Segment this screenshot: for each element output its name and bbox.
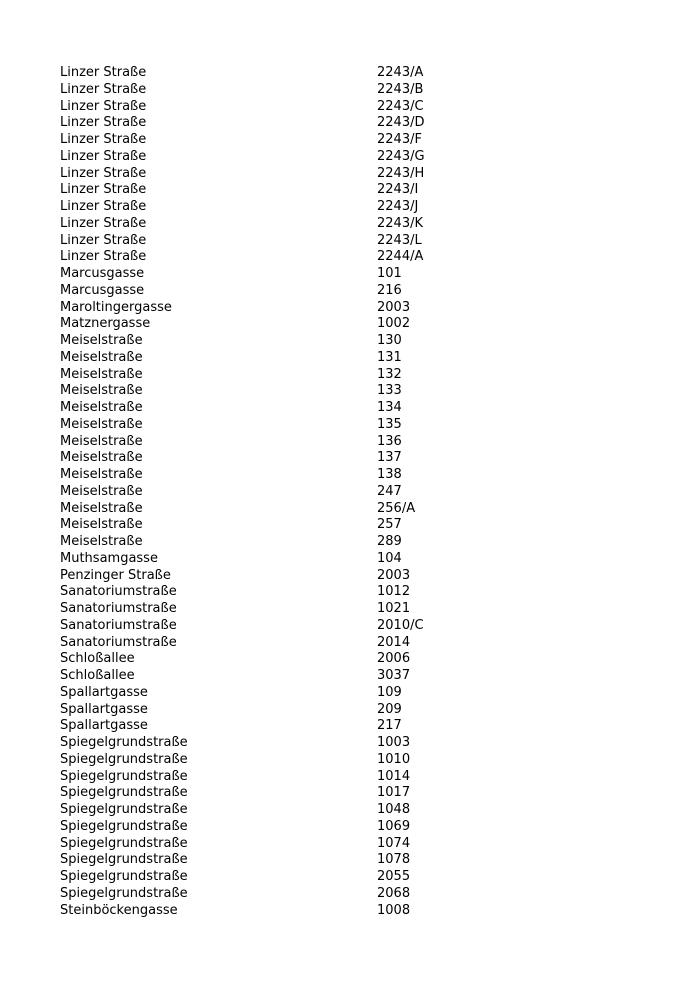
street-name: Muthsamgasse [60, 550, 158, 566]
house-number: 2010/C [377, 617, 424, 633]
street-name: Spallartgasse [60, 701, 148, 717]
list-item [60, 568, 660, 585]
list-item [60, 785, 660, 802]
street-name: Spiegelgrundstraße [60, 852, 188, 868]
list-item [60, 266, 660, 283]
list-item [60, 450, 660, 467]
street-name: Spiegelgrundstraße [60, 818, 188, 834]
list-item [60, 149, 660, 166]
house-number: 2243/I [377, 182, 419, 198]
street-name: Meiselstraße [60, 467, 143, 482]
list-item [60, 584, 660, 601]
house-number: 2243/L [377, 232, 422, 248]
list-item [60, 718, 660, 735]
list-item [60, 886, 660, 903]
street-name: Linzer Straße [60, 81, 147, 97]
street-name: Spiegelgrundstraße [60, 802, 188, 817]
street-name: Linzer Straße [60, 115, 147, 131]
house-number: 130 [377, 333, 402, 348]
street-name: Spiegelgrundstraße [60, 735, 188, 750]
street-name: Sanatoriumstraße [60, 601, 177, 616]
street-name: Linzer Straße [60, 165, 147, 181]
house-number: 2003 [377, 567, 411, 583]
street-name: Marcusgasse [60, 266, 145, 281]
list-item [60, 400, 660, 417]
street-name: Linzer Straße [60, 98, 147, 114]
house-number: 138 [377, 467, 402, 482]
house-number: 2243/D [377, 115, 425, 131]
street-name: Meiselstraße [60, 416, 143, 432]
house-number: 134 [377, 400, 402, 415]
list-item [60, 819, 660, 836]
house-number: 2243/K [377, 215, 423, 231]
house-number: 2244/A [377, 249, 424, 265]
list-item [60, 434, 660, 451]
house-number: 2014 [377, 634, 411, 650]
house-number: 247 [377, 483, 402, 499]
list-item [60, 166, 660, 183]
list-item [60, 115, 660, 132]
street-name: Linzer Straße [60, 215, 147, 231]
street-name: Meiselstraße [60, 483, 143, 499]
house-number: 109 [377, 684, 402, 700]
street-name: Spiegelgrundstraße [60, 751, 188, 767]
street-name: Schloßallee [60, 668, 135, 683]
list-item [60, 702, 660, 719]
list-item [60, 467, 660, 484]
list-item [60, 82, 660, 99]
street-name: Meiselstraße [60, 517, 143, 533]
house-number: 217 [377, 718, 402, 734]
list-item [60, 283, 660, 300]
house-number: 2243/G [377, 148, 425, 164]
list-item [60, 367, 660, 384]
list-item [60, 836, 660, 853]
house-number: 2243/J [377, 199, 419, 214]
house-number: 2243/B [377, 81, 424, 97]
list-item [60, 869, 660, 886]
list-item [60, 316, 660, 333]
list-item [60, 350, 660, 367]
list-item [60, 383, 660, 400]
street-name: Meiselstraße [60, 400, 143, 415]
list-item [60, 199, 660, 216]
list-item [60, 300, 660, 317]
house-number: 101 [377, 266, 402, 281]
house-number: 1069 [377, 818, 411, 834]
list-item [60, 99, 660, 116]
street-name: Meiselstraße [60, 366, 143, 382]
street-name: Schloßallee [60, 651, 135, 667]
list-item [60, 852, 660, 869]
street-name: Spiegelgrundstraße [60, 835, 188, 851]
list-item [60, 65, 660, 82]
list-item [60, 517, 660, 534]
house-number: 1003 [377, 735, 411, 750]
list-item [60, 668, 660, 685]
list-item [60, 735, 660, 752]
house-number: 1074 [377, 835, 411, 851]
house-number: 132 [377, 366, 402, 382]
street-name: Linzer Straße [60, 232, 147, 248]
house-number: 3037 [377, 668, 411, 683]
house-number: 1014 [377, 768, 411, 784]
list-item [60, 417, 660, 434]
house-number: 256/A [377, 500, 416, 516]
house-number: 1021 [377, 601, 411, 616]
list-item [60, 534, 660, 551]
street-name: Spiegelgrundstraße [60, 785, 188, 801]
street-name: Spiegelgrundstraße [60, 885, 188, 901]
house-number: 2055 [377, 869, 411, 884]
house-number: 1012 [377, 584, 411, 600]
street-name: Linzer Straße [60, 65, 147, 80]
street-name: Linzer Straße [60, 199, 147, 214]
list-item [60, 769, 660, 786]
list-item [60, 501, 660, 518]
house-number: 2243/H [377, 165, 425, 181]
house-number: 137 [377, 450, 402, 466]
house-number: 104 [377, 550, 402, 566]
house-number: 131 [377, 349, 402, 365]
list-item [60, 601, 660, 618]
street-name: Marcusgasse [60, 282, 145, 298]
house-number: 133 [377, 383, 402, 399]
house-number: 1078 [377, 852, 411, 868]
list-item [60, 903, 660, 920]
house-number: 2243/C [377, 98, 424, 114]
house-number: 135 [377, 416, 402, 432]
house-number: 2003 [377, 299, 411, 315]
street-name: Meiselstraße [60, 383, 143, 399]
street-name: Steinböckengasse [60, 902, 178, 918]
house-number: 2068 [377, 885, 411, 901]
house-number: 289 [377, 534, 402, 549]
list-item [60, 618, 660, 635]
house-number: 2243/A [377, 65, 424, 80]
street-name: Meiselstraße [60, 349, 143, 365]
house-number: 1002 [377, 316, 411, 332]
list-item [60, 752, 660, 769]
house-number: 2243/F [377, 132, 422, 147]
list-item [60, 233, 660, 250]
list-item [60, 182, 660, 199]
street-name: Meiselstraße [60, 534, 143, 549]
street-name: Maroltingergasse [60, 299, 172, 315]
house-number: 257 [377, 517, 402, 533]
list-item [60, 249, 660, 266]
street-name: Spallartgasse [60, 718, 148, 734]
house-number: 2006 [377, 651, 411, 667]
list-item [60, 635, 660, 652]
address-list [60, 65, 660, 919]
street-name: Spiegelgrundstraße [60, 768, 188, 784]
list-item [60, 484, 660, 501]
house-number: 209 [377, 701, 402, 717]
list-item [60, 685, 660, 702]
street-name: Sanatoriumstraße [60, 584, 177, 600]
house-number: 1048 [377, 802, 411, 817]
street-name: Penzinger Straße [60, 567, 171, 583]
street-name: Meiselstraße [60, 433, 143, 449]
house-number: 216 [377, 282, 402, 298]
list-item [60, 802, 660, 819]
list-item [60, 333, 660, 350]
house-number: 1017 [377, 785, 411, 801]
list-item [60, 551, 660, 568]
list-item [60, 651, 660, 668]
list-item [60, 216, 660, 233]
street-name: Meiselstraße [60, 500, 143, 516]
house-number: 1010 [377, 751, 411, 767]
street-name: Meiselstraße [60, 450, 143, 466]
street-name: Linzer Straße [60, 182, 147, 198]
house-number: 1008 [377, 902, 411, 918]
street-name: Linzer Straße [60, 249, 147, 265]
street-name: Sanatoriumstraße [60, 634, 177, 650]
street-name: Sanatoriumstraße [60, 617, 177, 633]
list-item [60, 132, 660, 149]
street-name: Meiselstraße [60, 333, 143, 348]
street-name: Spiegelgrundstraße [60, 869, 188, 884]
street-name: Spallartgasse [60, 684, 148, 700]
street-name: Linzer Straße [60, 148, 147, 164]
street-name: Matznergasse [60, 316, 151, 332]
house-number: 136 [377, 433, 402, 449]
street-name: Linzer Straße [60, 132, 147, 147]
